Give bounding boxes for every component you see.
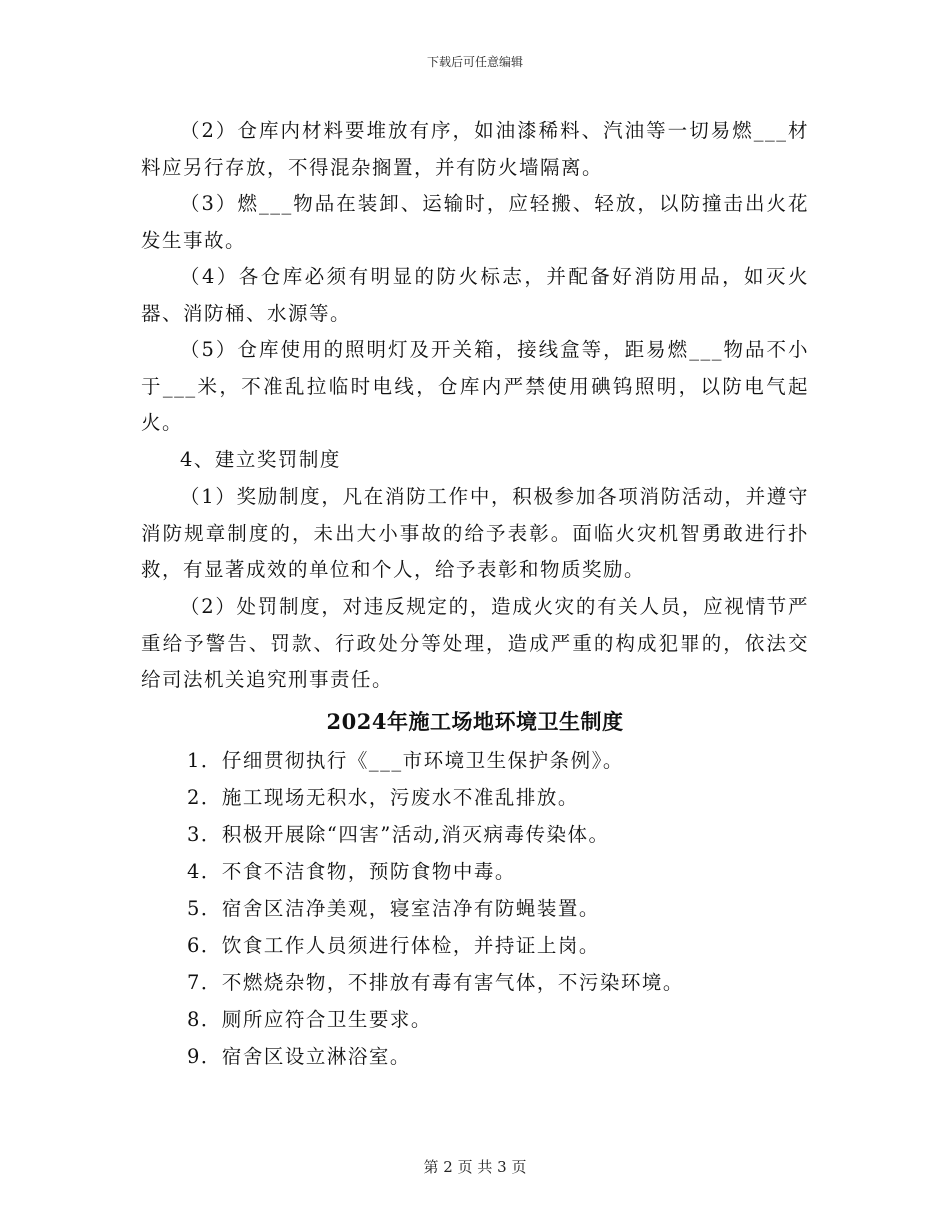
list-item: 2．施工现场无积水，污废水不准乱排放。 — [187, 786, 579, 809]
list-item: 5．宿舍区洁净美观，寝室洁净有防蝇装置。 — [187, 897, 600, 920]
list-item: 6．饮食工作人员须进行体检，并持证上岗。 — [187, 934, 600, 957]
paragraph-penalty: （2）处罚制度，对违反规定的，造成火灾的有关人员，应视情节严重给予警告、罚款、行政处分等处理，造成严重的构成犯罪的，依法交给司法机关追究刑事责任。 — [141, 595, 809, 691]
list-item: 1．仔细贯彻执行《___市环境卫生保护条例》。 — [187, 749, 624, 772]
paragraph-fire-signs: （4）各仓库必须有明显的防火标志，并配备好消防用品，如灭火器、消防桶、水源等。 — [141, 265, 809, 325]
paragraph-warehouse-storage: （2）仓库内材料要堆放有序，如油漆稀料、汽油等一切易燃___材料应另行存放，不得混杂搁置，并有防火墙隔离。 — [141, 119, 809, 179]
paragraph-reward-heading: 4、建立奖罚制度 — [180, 448, 341, 471]
list-item: 9．宿舍区设立淋浴室。 — [187, 1045, 411, 1068]
page-header: 下载后可任意编辑 — [426, 55, 523, 69]
list-item: 8．厕所应符合卫生要求。 — [187, 1008, 432, 1031]
list-item: 4．不食不洁食物，预防食物中毒。 — [187, 860, 516, 883]
paragraph-handling: （3）燃___物品在装卸、运输时，应轻搬、轻放，以防撞击出火花发生事故。 — [141, 192, 809, 252]
list-item: 3．积极开展除“四害”活动,消灭病毒传染体。 — [187, 823, 610, 846]
hygiene-rules-list — [187, 742, 684, 1075]
paragraph-reward: （1）奖励制度，凡在消防工作中，积极参加各项消防活动，并遵守消防规章制度的，未出大小事故的给予表彰。面临火灾机智勇敢进行扑救，有显著成效的单位和个人，给予表彰和物质奖励。 — [141, 485, 809, 581]
list-item: 7．不燃烧杂物，不排放有毒有害气体，不污染环境。 — [187, 971, 684, 994]
paragraph-lighting: （5）仓库使用的照明灯及开关箱，接线盒等，距易燃___物品不小于___米，不准乱拉临时电线，仓库内严禁使用碘钨照明，以防电气起火。 — [141, 338, 809, 434]
page-footer: 第 2 页 共 3 页 — [423, 1158, 527, 1176]
section-title: 2024年施工场地环境卫生制度 — [326, 709, 624, 734]
